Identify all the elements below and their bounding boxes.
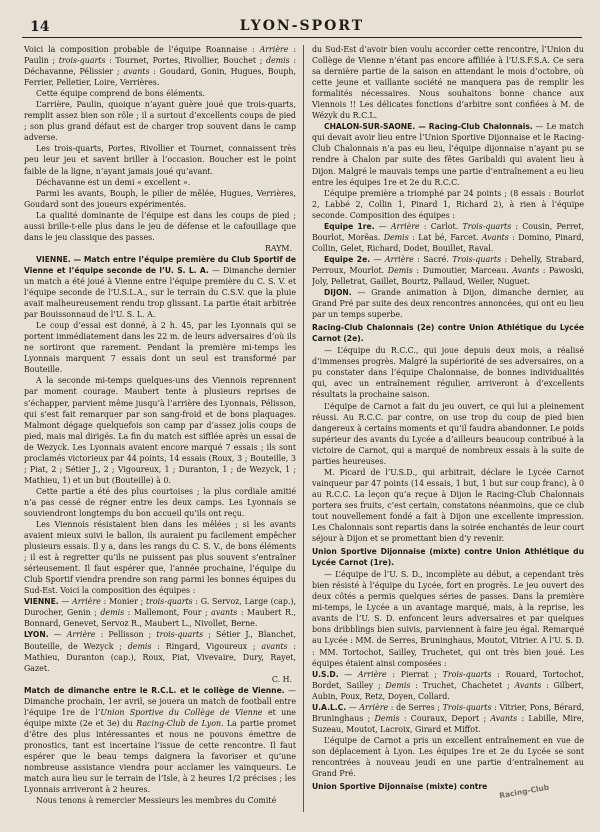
article-paragraph	[312, 188, 584, 221]
article-paragraph	[312, 669, 584, 702]
section-heading: Union Sportive Dijonnaise (mixte) contre	[312, 782, 488, 792]
text-run: : Rouard, Tortochot, Bordet, Sailley ;	[312, 669, 584, 690]
text-run: : Cousin, Perret, Bourlot, Morêas.	[312, 221, 584, 242]
section-heading: Union Sportive Dijonnaise (mixte) contre Union Athlétique du Lycée Carnot (1re).	[312, 547, 584, 568]
text-run: — L’équipe de l’U. S. D., incomplète au début, a cependant très bien résisté à l’équipe du Lycée, fort en progrès. Le jeu ouvert des deux côtés a permis quelques séries de passes. Dans la première mi-temps, le Lycée a un avantage marqué, mais, à la reprise, les avants de l’U. S. D. enfoncent leurs adversaires et par quelques bons dribblings bien suivis, parviennent à faire jeu égal. Remarqué au Lycée : MM. de Serres, Bruninghaus, Moutot, Vitrier. A l’U. S. D. : MM. Tortochot, Sailley, Truchetet, qui ont très bien joué. Les équipes étaient ainsi composées :	[312, 570, 584, 668]
text-run: Déchavanne est un demi « excellent ».	[36, 177, 191, 187]
italic-text: Demis	[385, 680, 411, 690]
article-paragraph	[24, 320, 296, 375]
text-run: Cette partie a été des plus courtoises ; la plus cordiale amitié n’a pas cessé de régner entre les deux camps. Les Lyonnais se souviendront longtemps du bon accueil qu’ils ont reçu.	[24, 486, 296, 518]
text-run: — Dimanche dernier un match a été joué à Vienne entre l’équipe première du C. S. V. et l’équipe seconde de l’U.S.L.A., sur le terrain du C.S.V. que la pluie avait malheureusement rendu trop glissant. La partie était arbitrée par Bouissonnaud de l’U. S. L. A.	[24, 265, 296, 320]
text-run: : Dumoutier, Marceau.	[412, 265, 513, 275]
text-run: La qualité dominante de l’équipe est dans les coups de pied ; aussi brille-t-elle plus dans le jeu de défense et le cafouillage que dans le jeu classique des passes.	[24, 210, 296, 242]
text-run: : Monier ;	[100, 597, 146, 607]
article-paragraph	[24, 519, 296, 596]
page-header	[22, 10, 582, 40]
article-paragraph	[312, 569, 584, 668]
article-paragraph	[24, 685, 296, 795]
text-run: —	[48, 630, 67, 640]
text-run: — Le match qui devait avoir lieu entre l’Union Sportive Dijonnaise et le Racing-Club Chalonnais n’a pas eu lieu, l’équipe dijonnaise n’ayant pu se rendre à Chalon par suite des fêtes Garibaldi qui avaient lieu à Dijon. Malgré le mauvais temps une partie d’entraînement a eu lieu entre les équipes 1re et 2e du R.C.C.	[312, 122, 584, 187]
italic-text: Avants	[514, 680, 542, 690]
article-paragraph	[312, 735, 584, 779]
article-paragraph	[24, 88, 296, 99]
inline-heading: U.A.L.C.	[312, 702, 347, 712]
text-run: : Paulin ;	[24, 45, 296, 66]
article-paragraph	[312, 121, 584, 187]
italic-text: avants	[123, 67, 150, 77]
italic-text: Demis	[387, 265, 413, 275]
page-number: 14	[30, 19, 50, 35]
article-paragraph	[24, 596, 296, 629]
text-run: . La partie promet d’être des plus intéressantes et nous ne pouvons émettre de pronostics, tant est incertaine l’issue de cette rencontre. Il faut espérer que le beau temps daignera la favoriser et qu’une nombreuse assistance viendra pour acclamer les vainqueurs. Le match aura lieu sur le terrain de l’Isle, à 2 heures 1/2 précises ; les Lyonnais arriveront à 2 heures.	[24, 718, 296, 795]
text-run: : Mallemont, Four ;	[124, 608, 212, 618]
text-run: : Tournet, Portes, Rivollier, Bouchet ;	[105, 56, 266, 66]
article-paragraph	[24, 210, 296, 243]
text-run: Parmi les avants, Bouph, le pilier de mêlée, Hugues, Verrières, Goudard sont des joueurs expérimentés.	[24, 188, 296, 209]
inline-heading: LYON.	[24, 630, 49, 640]
author-signature: RAYM.	[264, 243, 292, 253]
text-run: : Déchavanne, Pélissier ;	[24, 56, 296, 77]
text-run: A la seconde mi-temps quelques-uns des Viennois reprennent par moment courage. Maubert tente à plusieurs reprises de s’échapper, parvient même jusqu’à l’arrière des Lyonnais, Pélisson, qui s’est fait remarquer par son sang-froid et de bons plaquages. Malmont dégage quelquefois son camp par d’assez jolis coups de pied, mais mal dirigés. La fin du match est sifflée après un essai de de Wezyck. Les Lyonnais avaient encore marqué 7 essais ; ils sont proclamés victorieux par 44 points, 14 essais (Roux, 3 ; Bouteille, 3 ; Piat, 2 ; Sétier J., 2 ; Vigoureux, 1 ; Duranton, 1 ; de Wezyck, 1 ; Mathieu, 1) et un but (Bouteille) à 0.	[24, 376, 296, 485]
text-run: — L’équipe du R.C.C., qui joue depuis deux mois, a réalisé d’immenses progrès. Malgré la supériorité de ses adversaires, on a pu constater dans l’équipe Chalonnaise, de bonnes individualités qui, avec un entraînement régulier, arriveront à d’excellents résultats la prochaine saison.	[312, 346, 584, 400]
text-run: : Ringard, Vigoureux ;	[151, 641, 262, 651]
text-run: L’équipe de Carnot a pris un excellent entraînement en vue de son déplacement à Lyon. Les équipes 1re et 2e du Lycée se sont rencontrées à nouveau jeudi en une partie d’entraînement au Grand Pré.	[312, 735, 584, 779]
italic-text: Arrière	[359, 702, 389, 712]
article-paragraph	[312, 401, 584, 467]
italic-text: avants	[261, 641, 288, 651]
text-run: et une équipe mixte (2e et 3e) du	[24, 707, 296, 728]
italic-text: Arrière	[259, 45, 289, 54]
text-run: : Goudard, Gonin, Hugues, Bouph, Ferrier, Pelletier, Loire, Verrières.	[24, 67, 296, 88]
italic-text: Racing-Club de Lyon	[136, 718, 222, 728]
text-run: du Sud-Est d’avoir bien voulu accorder cette rencontre, l’Union du Collège de Vienne n’étant pas encore affiliée à l’U.S.F.S.A. Ce sera sa dernière partie de la saison en attendant le mois d’octobre, où cette jeune et vaillante société ne manquera pas de remplir les formalités nécessaires. Nous souhaitons bonne chance aux Viennois !! Les délicates fonctions d’arbitre sont confiées à M. de Wézyk du R.C.L.	[312, 45, 584, 121]
text-run: : Carlot.	[419, 221, 463, 231]
text-run: L’arrière, Paulin, quoique n’ayant guère joué que trois-quarts, remplit assez bien son rôle ; il a surtout d’excellents coups de pied ; son plus grand défaut est de charger trop souvent dans le camp adverse.	[24, 100, 296, 143]
italic-text: Arrière	[357, 669, 387, 679]
text-run: : Couraux, Deport ;	[399, 713, 491, 723]
article-paragraph	[24, 177, 296, 188]
italic-text: Union Sportive du Collège de Vienne	[100, 707, 263, 717]
inline-heading: U.S.D.	[312, 669, 339, 679]
article-paragraph	[312, 345, 584, 400]
racing-club-stamp: Racing-Club	[498, 782, 550, 801]
inline-heading: Equipe 1re.	[324, 221, 375, 231]
text-run: : Lat bé, Farcet.	[408, 232, 482, 242]
italic-text: Arrière	[72, 597, 101, 607]
inline-heading: Match de dimanche entre le R.C.L. et le collège de Vienne.	[24, 685, 285, 695]
header-rule	[22, 37, 582, 38]
text-run: : Dehelly, Strabard, Perroux, Mourlot.	[312, 254, 584, 275]
italic-text: demis	[100, 608, 125, 618]
italic-text: trois-quarts	[58, 56, 106, 66]
text-run: — Grande animation à Dijon, dimanche dernier, au Grand Pré par suite des deux rencontres annoncées, qui ont eu lieu par un temps superbe.	[312, 288, 584, 320]
italic-text: Avants	[481, 232, 509, 242]
author-signature: C. H.	[271, 674, 292, 684]
text-run: M. Picard de l’U.S.D., qui arbitrait, déclare le Lycée Carnot vainqueur par 47 points (14 essais, 1 but, 1 but sur coup franc), à 0 au R.C.C. La leçon qu’a reçue à Dijon le Racing-Club Chalonnais portera ses fruits, c’est certain, constatons néanmoins, que ce club tout nouvellement fondé a fait à Dijon une excellente impression. Les Chalonnais sont repartis dans la soirée enchantés de leur court séjour à Dijon et se promettant bien d’y revenir.	[312, 467, 584, 544]
italic-text: avants	[211, 608, 238, 618]
journal-title: LYON-SPORT	[239, 18, 365, 34]
text-run: Le coup d’essai est donné, à 2 h. 45, par les Lyonnais qui se portent immédiatement dans les 22 m. de leurs adversaires d’où ils ne sortiront que rarement. Pendant la première mi-temps les Lyonnais marquent 7 essais dont un seul est transformé par Bouteille.	[24, 321, 296, 375]
article-paragraph	[312, 287, 584, 320]
text-run: Les trois-quarts, Portes, Rivollier et Tournet, connaissent très peu leur jeu et savent briller à l’occasion. Boucher est le point faible de la ligne, n’ayant jamais joué qu’avant.	[24, 144, 296, 176]
article-paragraph	[24, 486, 296, 519]
italic-text: trois-quarts	[156, 630, 204, 640]
text-run: ; Sétier J., Blanchet, Bouteille, de Wezyck ;	[24, 630, 296, 651]
italic-text: trois-quarts	[145, 597, 193, 607]
inline-heading: Equipe 2e.	[324, 254, 371, 264]
italic-text: Arrière	[384, 254, 414, 264]
article-paragraph	[312, 221, 584, 254]
italic-text: Trois-quarts	[442, 669, 492, 679]
inline-heading: DIJON.	[324, 288, 352, 298]
text-run: —	[338, 669, 358, 679]
italic-text: demis	[127, 641, 152, 651]
column-divider	[303, 45, 304, 812]
text-run: —	[346, 702, 360, 712]
text-run: : G. Servoz, Large (cap.), Durocher, Genin ;	[24, 597, 296, 618]
italic-text: Arrière	[390, 221, 420, 231]
text-run: : Pawoski, Joly, Pelletrat, Gaillet, Bourtz, Pallaud, Weiler, Nuguet.	[312, 265, 584, 286]
article-paragraph	[312, 467, 584, 544]
right-column	[312, 44, 584, 828]
text-run: : Vitrier, Pons, Bérard, Bruninghaus ;	[312, 702, 584, 723]
article-paragraph	[24, 254, 296, 320]
article-paragraph	[24, 99, 296, 143]
article-paragraph	[24, 795, 296, 806]
italic-text: Arrière	[66, 630, 96, 640]
text-run: : Sacré.	[413, 254, 453, 264]
text-run: : Domino, Pinard, Collin, Gelet, Richard, Dodet, Bouillet, Raval.	[312, 232, 584, 253]
italic-text: Avants	[490, 713, 518, 723]
inline-heading: CHALON-SUR-SAONE. — Racing-Club Chalonnais.	[324, 122, 533, 132]
inline-heading: VIENNE. — Match entre l’équipe première du Club Sportif de Vienne et l’équipe seconde de l’U. S. L. A.	[24, 254, 296, 275]
article-paragraph	[312, 44, 584, 121]
text-run: : Maubert R., Bonnard, Genevet, Servoz R., Maubert L., Nivollet, Berne.	[24, 608, 296, 629]
article-paragraph	[24, 188, 296, 210]
text-run: Nous tenons à remercier Messieurs les membres du Comité	[36, 796, 277, 806]
text-run: —	[374, 221, 391, 231]
text-run: : Pierrat ;	[386, 669, 443, 679]
article-paragraph	[24, 143, 296, 176]
article-paragraph	[312, 254, 584, 287]
section-heading: Racing-Club Chalonnais (2e) contre Union Athlétique du Lycée Carnot (2e).	[312, 323, 584, 344]
text-run: : Truchet, Chachetet ;	[410, 680, 515, 690]
text-run: : de Serres ;	[388, 702, 443, 712]
text-run: —	[58, 597, 73, 607]
italic-text: Trois-quarts	[452, 254, 502, 264]
italic-text: Demis	[374, 713, 400, 723]
italic-text: Trois-quarts	[442, 702, 492, 712]
text-run: : Pellisson ;	[95, 630, 157, 640]
article-paragraph	[312, 702, 584, 735]
article-paragraph	[24, 44, 296, 88]
italic-text: Avants	[512, 265, 540, 275]
italic-text: Demis	[383, 232, 409, 242]
italic-text: Trois-quarts	[462, 221, 512, 231]
text-run: : Mathieu, Duranton (cap.), Roux, Piat, Vivevaire, Dury, Rayet, Gazet.	[24, 641, 296, 673]
text-run: : Labille, Mire, Suzeau, Moutot, Lacroix, Girard et Miffot.	[312, 713, 584, 734]
article-paragraph	[24, 629, 296, 673]
text-run: Cette équipe comprend de bons éléments.	[36, 89, 206, 99]
text-run: L’équipe de Carnot a fait du jeu ouvert, ce qui lui a pleinement réussi. Au R.C.C. par contre, on use trop du coup de pied bien dangereux à certains moments et qu’il faudra abandonner. Le poids supérieur des avants du Lycée a d’ailleurs beaucoup contribué à la victoire de Carnot, qui a marqué de nombreux essais à la suite de parties heureuses.	[312, 401, 584, 466]
text-run: —	[370, 254, 385, 264]
article-paragraph	[24, 375, 296, 485]
left-column	[24, 44, 296, 828]
text-run: L’équipe première a triomphé par 24 points ; (8 essais : Bourlot 2, Labbé 2, Collin 1, Pinard 1, Richard 2), à rien à l’équipe seconde. Composition des équipes :	[312, 188, 584, 220]
text-run: : Gilbert, Aubin, Poux, Retz, Doyen, Collard.	[312, 680, 584, 701]
italic-text: demis	[265, 56, 290, 66]
inline-heading: VIENNE.	[24, 597, 59, 607]
text-run: Voici la composition probable de l’équipe Roannaise :	[24, 45, 260, 54]
text-run: — Dimanche prochain, 1er avril, se jouera un match de football entre l’équipe 1re de l’	[24, 685, 296, 717]
text-run: Les Viennois résistaient bien dans les mêlées ; si les avants avaient mieux suivi le ballon, ils auraient pu facilement empêcher plusieurs essais. Il y a, dans les rangs du C. S. V., de bons éléments ; il est à regretter qu’ils ne puissent pas plus souvent s’entraîner sérieusement. Il faut espérer que, l’année prochaine, l’équipe du Club Sportif viendra prendre son rang parmi les bonnes équipes du Sud-Est. Voici la composition des équipes :	[24, 520, 296, 596]
